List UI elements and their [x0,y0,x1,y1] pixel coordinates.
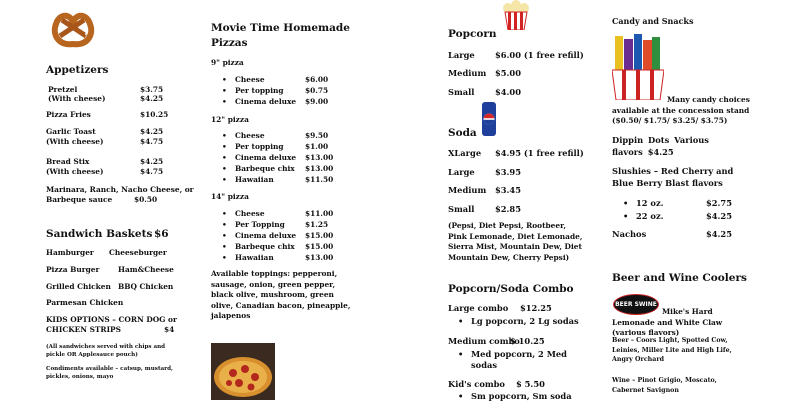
pretzel-icon [50,6,96,50]
sandwich-title: Sandwich Baskets [46,228,153,240]
soda-size: Medium [448,185,487,195]
menu-item-price: $3.75 [140,85,164,94]
sandwich-item: Ham&Cheese [118,265,174,274]
pizza-size-label: 14" pizza [211,192,249,201]
menu-item-name: Bread Stix [46,157,90,166]
kids-price: $4 [164,325,175,334]
sandwich-item: Pizza Burger [46,265,100,274]
pizza-price: $6.00 [305,75,329,84]
menu-item-price: $4.25 [140,94,164,103]
menu-item-name: (With cheese) [46,167,104,176]
nachos-price: $4.25 [706,229,732,239]
pizza-item: • Hawaiian [235,253,274,262]
menu-item-price: $4.25 [140,127,164,136]
soda-size: Large [448,167,475,177]
pizza-price: $1.25 [305,220,329,229]
sauces-price: $0.50 [134,195,158,204]
combo-desc: • Med popcorn, 2 Med sodas [471,349,571,371]
popcorn-size: Medium [448,68,487,78]
pizza-item: • Cheese [235,131,265,140]
combo-name: Kid's combo [448,379,505,389]
combo-price: $ 5.50 [516,379,545,389]
pizza-item: • Barbeque chix [235,164,295,173]
beer-title: Beer and Wine Coolers [612,272,747,284]
pizza-price: $9.50 [305,131,329,140]
wine-list: Wine – Pinot Grigio, Moscato, Cabernet Savignon [612,377,717,394]
candy-basket-image [612,34,664,100]
candy-text: Many candy choices available at the concession stand ($0.50/ $1.75/ $3.25/ $3.75) [612,95,750,125]
kids-options: KIDS OPTIONS – CORN DOG or [46,315,177,324]
pizza-image [211,343,275,400]
sauces-text: Marinara, Ranch, Nacho Cheese, or [46,185,194,194]
slush-price: $4.25 [706,211,732,221]
slushies: Slushies – Red Cherry and Blue Berry Blast flavors [612,166,734,188]
pizza-title: Movie Time Homemade [211,22,350,34]
soda-price: $3.95 [495,167,521,177]
pizza-item: • Per topping [235,142,284,151]
nachos: Nachos [612,229,647,239]
pizza-size-label: 12" pizza [211,115,249,124]
pizza-item: • Cheese [235,209,265,218]
pizza-price: $13.00 [305,253,334,262]
soda-price: $3.45 [495,185,521,195]
pizza-item: • Cheese [235,75,265,84]
column-snacks [612,0,762,400]
sauces-text: Barbeque sauce [46,195,113,204]
sandwich-item: Hamburger [46,248,94,257]
sandwich-note: (All sandwiches served with chips and pickle OR Applesauce pouch) [46,344,166,358]
appetizers-title: Appetizers [46,64,109,76]
menu-item-name: (With cheese) [46,137,104,146]
pizza-price: $0.75 [305,86,329,95]
slush-price: $2.75 [706,198,732,208]
combo-name: Medium combo [448,336,520,346]
popcorn-price: $5.00 [495,68,521,78]
combo-desc: • Sm popcorn, Sm soda [471,391,572,401]
combo-desc: • Lg popcorn, 2 Lg sodas [471,316,579,326]
candy-title: Candy and Snacks [612,16,694,26]
menu-item-price: $10.25 [140,110,169,119]
menu-item-price: $4.25 [140,157,164,166]
hard-seltzers: Mike's Hard Lemonade and White Claw (various flavors) [612,307,723,337]
soda-price: $4.95 (1 free refill) [495,148,584,158]
popcorn-price: $6.00 (1 free refill) [495,50,584,60]
pizza-item: • Hawaiian [235,175,274,184]
pizza-price: $11.00 [305,209,334,218]
pizza-price: $9.00 [305,97,329,106]
menu-item-price: $4.75 [140,167,164,176]
menu-item-name: (With cheese) [48,94,106,103]
kids-options: CHICKEN STRIPS [46,325,121,334]
pizza-item: • Per topping [235,86,284,95]
slush-size: • 12 oz. [636,198,664,208]
pizza-price: $13.00 [305,164,334,173]
soda-price: $2.85 [495,204,521,214]
pizza-item: • Barbeque chix [235,242,295,251]
combo-title: Popcorn/Soda Combo [448,283,574,295]
slush-size: • 22 oz. [636,211,664,221]
popcorn-title: Popcorn [448,28,497,40]
dippin-dots: Dippin Dots Various flavors $4.25 [612,135,709,157]
soda-flavors-note: (Pepsi, Diet Pepsi, Rootbeer, Pink Lemonade, Diet Lemonade, Sierra Mist, Mountain Dew, Diet Mountain Dew, Cherry Pepsi) [448,221,583,262]
pizza-price: $1.00 [305,142,329,151]
popcorn-icon [500,0,532,30]
pizza-price: $11.50 [305,175,334,184]
column-appetizers [46,0,196,400]
soda-title: Soda [448,127,477,139]
pizza-price: $15.00 [305,242,334,251]
popcorn-size: Large [448,50,475,60]
column-pizzas [211,0,361,400]
pizza-title: Pizzas [211,37,248,49]
pizza-price: $15.00 [305,231,334,240]
sandwich-item: BBQ Chicken [118,282,174,291]
pizza-size-label: 9" pizza [211,58,244,67]
beer-wine-logo: BEER SWINE [613,294,659,315]
condiments-note: Condiments available – catsup, mustard, pickles, onions, mayo [46,366,173,380]
combo-price: $12.25 [520,303,552,313]
menu-item-name: Pretzel [48,85,78,94]
sandwich-price: $6 [154,228,169,240]
menu-item-price: $4.75 [140,137,164,146]
pizza-item: • Cinema deluxe [235,231,296,240]
sandwich-item: Parmesan Chicken [46,298,124,307]
popcorn-size: Small [448,87,475,97]
sandwich-item: Grilled Chicken [46,282,111,291]
sandwich-item: Cheeseburger [109,248,167,257]
combo-name: Large combo [448,303,509,313]
beer-list: Beer – Coors Light, Spotted Cow, Leinies, Miller Lite and High Life, Angry Orchard [612,337,732,363]
pizza-item: • Per Topping [235,220,285,229]
soda-can-icon [481,101,497,137]
toppings-text: Available toppings: pepperoni, sausage, onion, green pepper, black olive, mushroom, green olive, Canadian bacon, pineapple, jalapenos [211,269,351,320]
soda-size: Small [448,204,475,214]
menu-item-name: Garlic Toast [46,127,96,136]
column-drinks [448,0,598,400]
menu-item-name: Pizza Fries [46,110,91,119]
popcorn-price: $4.00 [495,87,521,97]
pizza-item: • Cinema deluxe [235,97,296,106]
pizza-price: $13.00 [305,153,334,162]
soda-size: XLarge [448,148,482,158]
pizza-item: • Cinema deluxe [235,153,296,162]
combo-price: $ 10.25 [510,336,545,346]
